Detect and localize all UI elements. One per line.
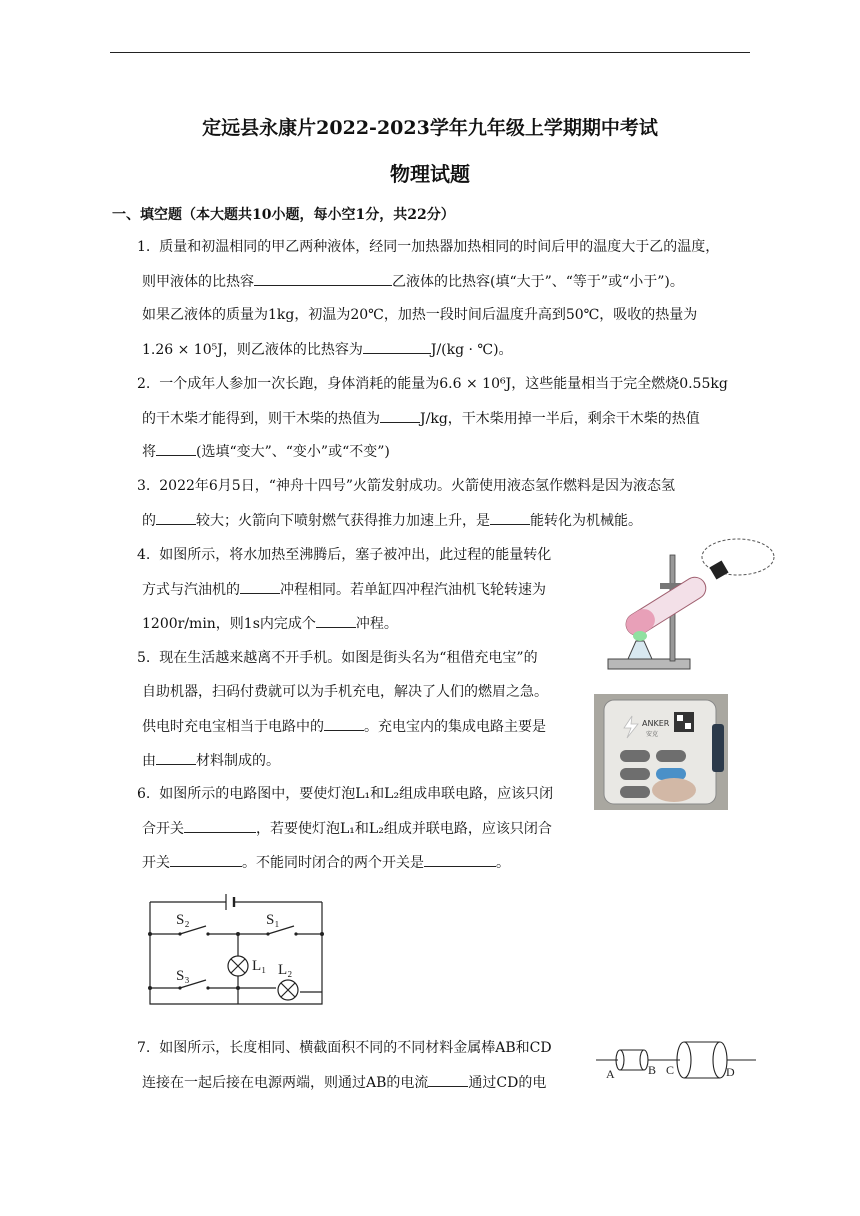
q3-line1: 3. 2022年6月5日，“神舟十四号”火箭发射成功。火箭使用液态氢作燃料是因为液态氢 [137,478,676,494]
answer-blank[interactable] [316,613,356,628]
hand [652,778,696,802]
label-s2: S₂ [176,912,190,928]
rod-ab-end [640,1050,648,1070]
label-c: C [666,1063,675,1077]
q3-line2: 的 较大；火箭向下喷射燃气获得推力加速上升，是 能转化为机械能。 [142,510,642,531]
rod-cd-end [713,1042,727,1078]
slot [620,786,650,798]
q5-line3: 供电时充电宝相当于电路中的 。充电宝内的集成电路主要是 [142,716,546,737]
exam-title: 定远县永康片2022-2023学年九年级上学期期中考试 [202,117,658,139]
q6-line3: 开关 。不能同时闭合的两个开关是 。 [142,852,510,873]
answer-blank[interactable] [170,852,242,867]
answer-blank[interactable] [490,510,530,525]
section-heading: 一、填空题（本大题共10小题，每小空1分，共22分） [112,207,455,223]
label-b: B [648,1063,657,1077]
answer-blank[interactable] [156,441,196,456]
q4-line2: 方式与汽油机的 冲程相同。若单缸四冲程汽油机飞轮转速为 [142,579,546,600]
slot [620,750,650,762]
q2-line2: 的干木柴才能得到，则干木柴的热值为 J/kg，干木柴用掉一半后，剩余干木柴的热值 [142,408,700,429]
metal-rods-figure [596,1036,756,1086]
q1-line1: 1. 质量和初温相同的甲乙两种液体，经同一加热器加热相同的时间后甲的温度大于乙的温度， [137,239,720,255]
answer-blank[interactable] [424,852,496,867]
power-bank-machine-photo [594,694,728,810]
answer-blank[interactable] [380,408,420,423]
label-l2: L₂ [278,962,293,978]
answer-blank[interactable] [254,271,392,286]
q1-line4: 1.26 × 10⁵J，则乙液体的比热容为 J/(kg · ℃)。 [142,339,513,360]
q6-line2: 合开关 ，若要使灯泡L₁和L₂组成并联电路，应该只闭合 [142,818,552,839]
q4-line3: 1200r/min，则1s内完成个 冲程。 [142,613,398,634]
label-a: A [606,1067,615,1081]
exam-subtitle: 物理试题 [390,162,470,186]
phone [712,724,724,772]
slot [656,750,686,762]
label-l1: L₁ [252,958,267,974]
brand-sub-label: 安克 [646,731,659,738]
q7-line2: 连接在一起后接在电源两端，则通过AB的电流 通过CD的电 [142,1072,546,1093]
test-tube-figure [600,535,780,675]
label-d: D [726,1065,735,1079]
stand-base [608,659,690,669]
answer-blank[interactable] [240,579,280,594]
answer-blank[interactable] [156,510,196,525]
q5-line2: 自助机器，扫码付费就可以为手机充电，解决了人们的燃眉之急。 [142,684,548,700]
answer-blank[interactable] [363,339,431,354]
q2-line3: 将 (选填“变大”、“变小”或“不变”) [142,441,390,462]
q1-line3: 如果乙液体的质量为1kg，初温为20℃，加热一段时间后温度升高到50℃，吸收的热量为 [142,307,698,323]
lamp-l2-cross [281,983,295,997]
top-rule [110,52,750,53]
q5-line1: 5. 现在生活越来越离不开手机。如图是街头名为“租借充电宝”的 [137,650,538,666]
q1-line2: 则甲液体的比热容 乙液体的比热容(填“大于”、“等于”或“小于”)。 [142,271,684,292]
label-s1: S₁ [266,912,280,928]
label-s3: S₃ [176,968,190,984]
circuit-diagram [140,884,330,1012]
alcohol-lamp [628,641,652,659]
q6-line1: 6. 如图所示的电路图中，要使灯泡L₁和L₂组成串联电路，应该只闭 [137,786,554,802]
answer-blank[interactable] [184,818,256,833]
answer-blank[interactable] [324,716,364,731]
q7-line1: 7. 如图所示，长度相同、横截面积不同的不同材料金属棒AB和CD [137,1040,552,1056]
answer-blank[interactable] [156,750,196,765]
flame [633,631,647,641]
brand-label: ANKER [642,719,670,728]
slot [620,768,650,780]
lamp-l1-cross [231,959,245,973]
answer-blank[interactable] [428,1072,468,1087]
q4-line1: 4. 如图所示，将水加热至沸腾后，塞子被冲出，此过程的能量转化 [137,547,552,563]
q5-line4: 由 材料制成的。 [142,750,280,771]
q2-line1: 2. 一个成年人参加一次长跑，身体消耗的能量为6.6 × 10⁶J，这些能量相当于完全燃烧0.55kg [137,376,728,392]
